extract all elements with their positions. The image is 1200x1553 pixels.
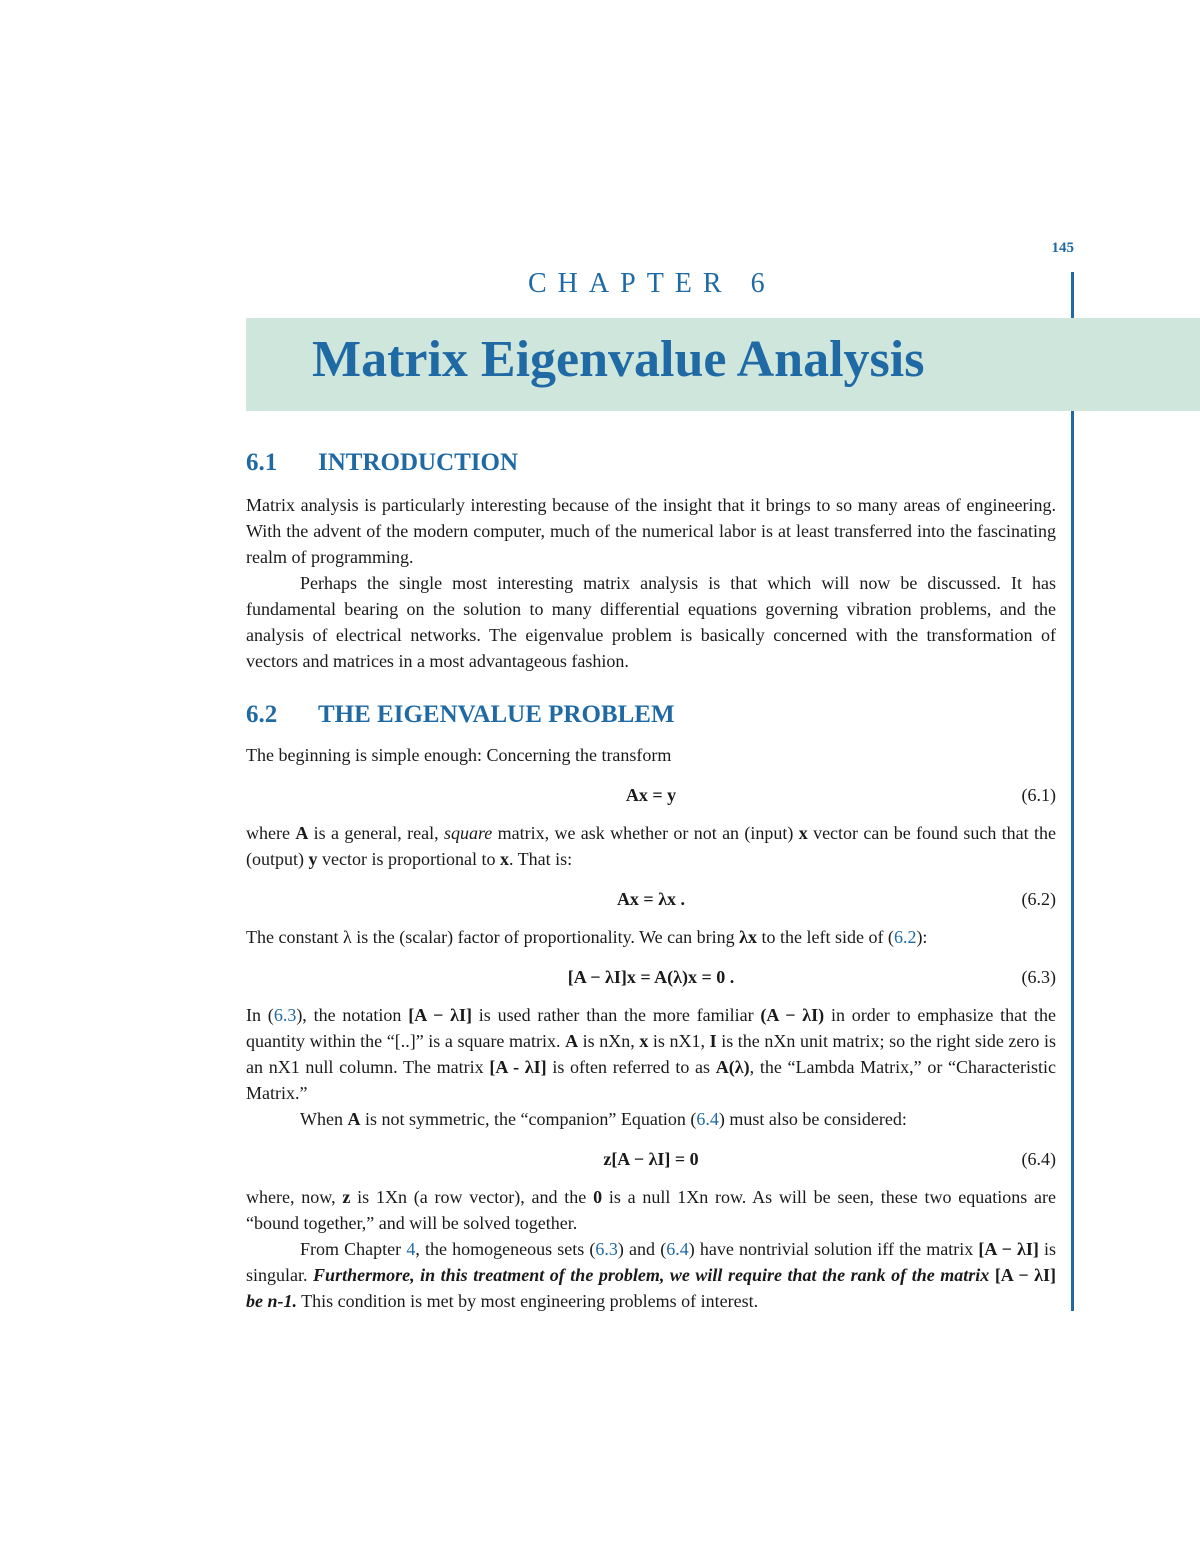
paragraph-after-eq3: In (6.3), the notation [A − λI] is used rather than the more familiar (A − λI) in order to emphasize that the quantity within the “[..]” is a square matrix. A is nXn, x is nX1, I is the nXn unit matrix; so the right side zero is an nX1 null column. The matrix [A - λI] is often referred to as A(λ), the “Lambda Matrix,” or “Characteristic Matrix.” xyxy=(246,1005,1056,1103)
equation-number: (6.4) xyxy=(1021,1149,1056,1169)
equation-number: (6.2) xyxy=(1021,889,1056,909)
equation-6-4: z[A − λI] = 0 (6.4) xyxy=(246,1146,1056,1172)
intro-paragraph-1: Matrix analysis is particularly interesting because of the insight that it brings to so many areas of engineering. With the advent of the modern computer, much of the numerical labor is at least transferred into the fascinating realm of programming. xyxy=(246,495,1056,567)
equation-link[interactable]: 6.3 xyxy=(595,1239,618,1259)
chapter-title: Matrix Eigenvalue Analysis xyxy=(312,331,925,388)
equation-number: (6.3) xyxy=(1021,967,1056,987)
paragraph-after-eq4: where, now, z is 1Xn (a row vector), and the 0 is a null 1Xn row. As will be seen, these two equations are “bound together,” and will be solved together. xyxy=(246,1187,1057,1233)
intro-paragraph-2: Perhaps the single most interesting matrix analysis is that which will now be discussed. It has fundamental bearing on the solution to many differential equations governing vibration problems, and the analysis of electrical networks. The eigenvalue problem is basically concerned with the transformation of vectors and matrices in a most advantageous fashion. xyxy=(246,573,1056,671)
equation-6-3: [A − λI]x = A(λ)x = 0 . (6.3) xyxy=(246,964,1056,990)
section-heading-eigenvalue-problem: 6.2 THE EIGENVALUE PROBLEM xyxy=(246,701,675,728)
page-content xyxy=(246,448,1056,1314)
equation-link[interactable]: 6.2 xyxy=(893,927,917,947)
equation-link[interactable]: 6.3 xyxy=(273,1005,297,1025)
page-number: 145 xyxy=(1051,240,1074,256)
equation-link[interactable]: 6.4 xyxy=(696,1109,719,1129)
equation-link[interactable]: 6.4 xyxy=(666,1239,689,1259)
paragraph-final: From Chapter 4, the homogeneous sets (6.3) and (6.4) have nontrivial solution iff the matrix [A − λI] is singular. Furthermore, in this treatment of the problem, we will require that the rank of the matrix [A − λI] be n-1. This condition is met by most engineering problems of interest. xyxy=(246,1239,1056,1311)
equation-6-1: Ax = y (6.1) xyxy=(246,782,1056,808)
equation-number: (6.1) xyxy=(1021,785,1056,805)
margin-rule xyxy=(1071,411,1074,1311)
eigen-intro-paragraph: The beginning is simple enough: Concerning the transform xyxy=(246,745,672,765)
chapter-label: CHAPTER 6 xyxy=(528,268,776,299)
paragraph-companion: When A is not symmetric, the “companion” Equation (6.4) must also be considered: xyxy=(300,1109,907,1129)
equation-6-2: Ax = λx . (6.2) xyxy=(246,886,1056,912)
chapter-link[interactable]: 4 xyxy=(406,1239,416,1259)
paragraph-after-eq1: where A is a general, real, square matrix, we ask whether or not an (input) x vector can be found such that the (output) y vector is proportional to x. That is: xyxy=(246,823,1056,869)
margin-rule-top xyxy=(1071,272,1074,318)
section-heading-introduction: 6.1 INTRODUCTION xyxy=(246,449,519,476)
paragraph-after-eq2: The constant λ is the (scalar) factor of proportionality. We can bring λx to the left side of (6.2): xyxy=(246,927,928,947)
